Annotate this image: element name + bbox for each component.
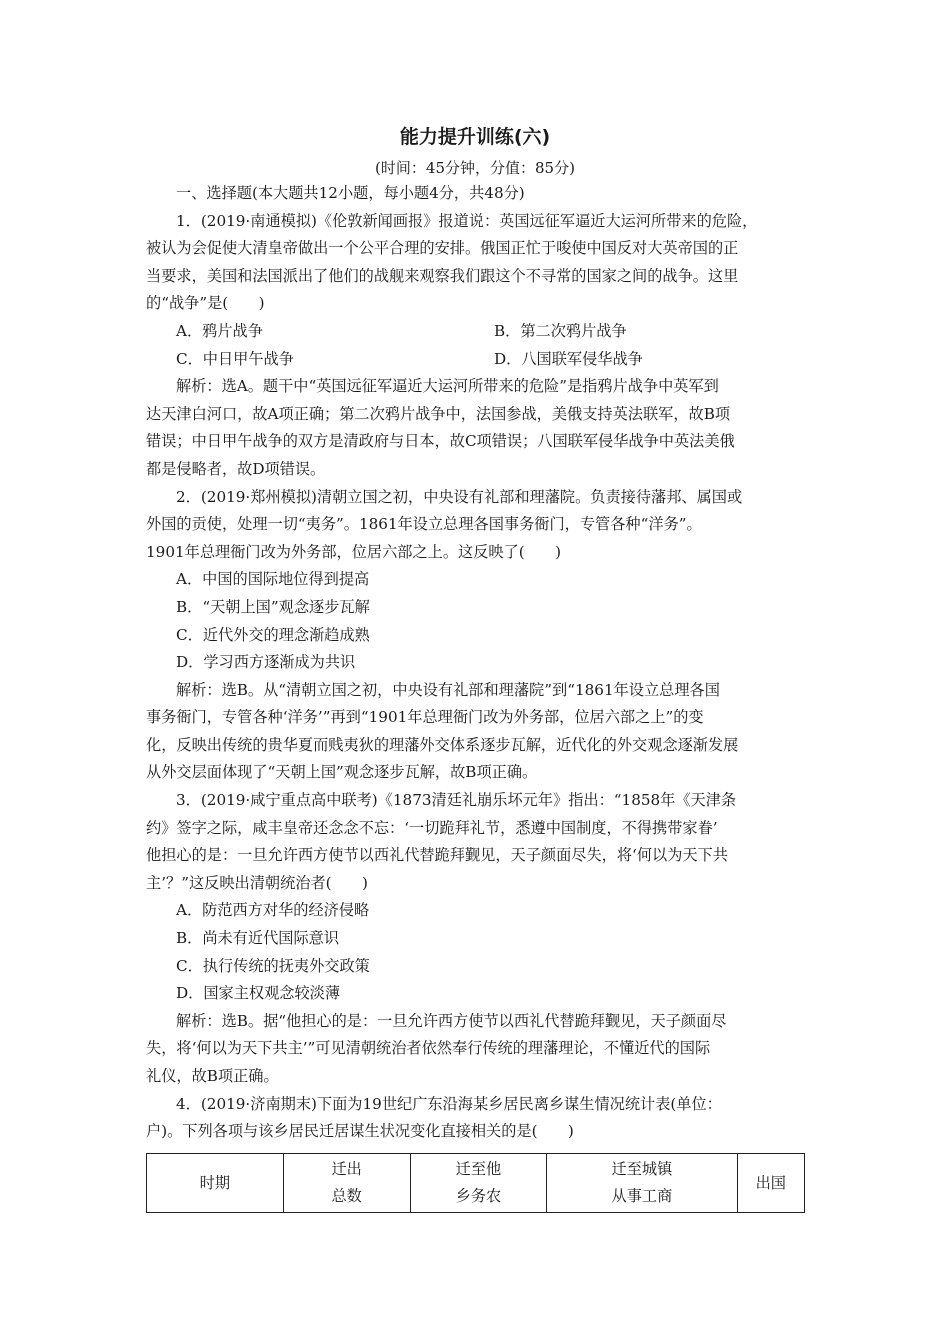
question-text: 约》签字之际，咸丰皇帝还念念不忘：‘一切跪拜礼节，悉遵中国制度，不得携带家眷’ (146, 818, 718, 837)
analysis-text: 从外交层面体现了“天朝上国”观念逐步瓦解，故B项正确。 (146, 763, 538, 782)
analysis-text: 解析：选B。从“清朝立国之初，中央设有礼部和理藩院”到“1861年设立总理各国 (176, 680, 720, 699)
option-c: C．执行传统的抚夷外交政策 (176, 956, 370, 975)
question-text: 主’？”这反映出清朝统治者( ) (146, 873, 368, 892)
option-d: D．学习西方逐渐成为共识 (176, 653, 356, 672)
question-2 (146, 484, 812, 788)
analysis-text: 礼仪，故B项正确。 (146, 1067, 279, 1085)
question-text: 1．(2019·南通模拟)《伦敦新闻画报》报道说：英国远征军逼近大运河所带来的危险， (176, 211, 758, 230)
analysis-text: 达天津白河口，故A项正确；第二次鸦片战争中，法国参战，美俄支持英法联军，故B项 (146, 404, 731, 423)
option-c: C．近代外交的理念渐趋成熟 (176, 625, 370, 644)
table-header-cell: 迁出 总数 (283, 1154, 410, 1213)
option-b: B．“天朝上国”观念逐步瓦解 (176, 597, 370, 616)
analysis-text: 失，将‘何以为天下共主’”可见清朝统治者依然奉行传统的理藩理论，不懂近代的国际 (146, 1039, 711, 1058)
question-text: 外国的贡使，处理一切“夷务”。1861年设立总理各国事务衙门，专管各种“洋务”。 (146, 515, 702, 534)
question-text: 被认为会促使大清皇帝做出一个公平合理的安排。俄国正忙于唆使中国反对大英帝国的正 (146, 239, 739, 258)
question-text: 他担心的是：一旦允许西方使节以西礼代替跪拜觐见，天子颜面尽失，将‘何以为天下共 (146, 846, 728, 865)
option-a: A．防范西方对华的经济侵略 (176, 901, 370, 920)
option-b: B．第二次鸦片战争 (494, 321, 627, 340)
question-3 (146, 787, 812, 1091)
question-text: 3．(2019·咸宁重点高中联考)《1873清廷礼崩乐坏元年》指出：“1858年《天津条 (176, 791, 737, 810)
table-header-cell: 时期 (147, 1154, 284, 1213)
question-text: 1901年总理衙门改为外务部，位居六部之上。这反映了( ) (146, 542, 562, 561)
option-a: A．中国的国际地位得到提高 (176, 570, 370, 589)
document-body (146, 180, 812, 1146)
page-subtitle: (时间：45分钟，分值：85分) (375, 159, 575, 177)
option-a: A．鸦片战争 (176, 321, 263, 340)
question-text: 2．(2019·郑州模拟)清朝立国之初，中央设有礼部和理藩院。负责接待藩邦、属国或 (176, 487, 743, 506)
table-header-cell: 迁至城镇 从事工商 (547, 1154, 737, 1213)
option-row (146, 346, 812, 374)
question-1 (146, 208, 812, 484)
table-header-cell: 迁至他 乡务农 (410, 1154, 547, 1213)
option-b: B．尚未有近代国际意识 (176, 929, 340, 948)
analysis-text: 解析：选B。据“他担心的是：一旦允许西方使节以西礼代替跪拜觐见，天子颜面尽 (176, 1011, 727, 1030)
question-text: 4．(2019·济南期末)下面为19世纪广东沿海某乡居民离乡谋生情况统计表(单位： (176, 1094, 722, 1113)
question-text: 户)。下列各项与该乡居民迁居谋生状况变化直接相关的是( ) (146, 1122, 574, 1141)
question-4 (146, 1091, 812, 1146)
option-row (146, 318, 812, 346)
analysis-text: 错误；中日甲午战争的双方是清政府与日本，故C项错误；八国联军侵华战争中英法美俄 (146, 432, 735, 451)
option-d: D．国家主权观念较淡薄 (176, 984, 341, 1003)
analysis-text: 化，反映出传统的贵华夏而贱夷狄的理藩外交体系逐步瓦解，近代化的外交观念逐渐发展 (146, 735, 739, 754)
option-c: C．中日甲午战争 (176, 349, 294, 368)
section-heading: 一、选择题(本大题共12小题，每小题4分，共48分) (176, 184, 525, 202)
analysis-text: 解析：选A。题干中“英国远征军逼近大运河所带来的危险”是指鸦片战争中英军到 (176, 377, 719, 396)
question-text: 当要求，美国和法国派出了他们的战舰来观察我们跟这个不寻常的国家之间的战争。这里 (146, 266, 739, 285)
page-title: 能力提升训练(六) (399, 126, 551, 148)
question-text: 的“战争”是( ) (146, 294, 265, 313)
option-d: D．八国联军侵华战争 (494, 349, 643, 368)
table-header-row (147, 1154, 805, 1213)
analysis-text: 都是侵略者，故D项错误。 (146, 459, 326, 478)
table-header-cell: 出国 (737, 1154, 805, 1213)
analysis-text: 事务衙门，专管各种‘洋务’”再到“1901年总理衙门改为外务部，位居六部之上”的变 (146, 708, 704, 727)
statistics-table (146, 1153, 805, 1213)
